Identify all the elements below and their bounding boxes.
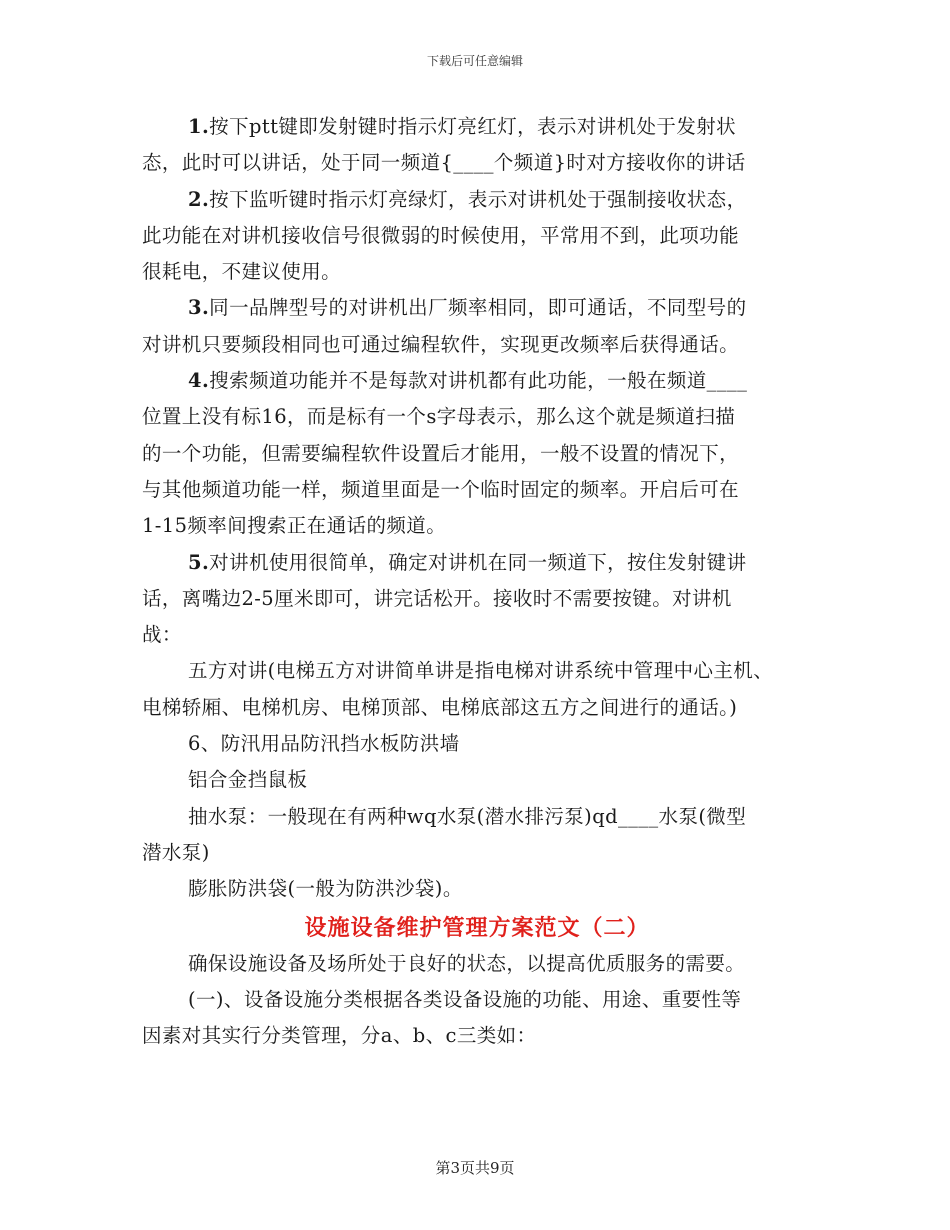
item-3-line-1: 3.同一品牌型号的对讲机出厂频率相同，即可通话，不同型号的 [188,296,747,320]
item-4-line-2: 位置上没有标16，而是标有一个s字母表示，那么这个就是频道扫描 [142,405,736,429]
section-paragraph-2-line-2: 因素对其实行分类管理，分a、b、c三类如： [142,1024,537,1048]
item-1-line-2: 态，此时可以讲话，处于同一频道{____个频道}时对方接收你的讲话 [142,151,746,175]
item-2-number: 2. [188,187,210,211]
section-title: 设施设备维护管理方案范文（二） [304,914,650,941]
section-paragraph-1: 确保设施设备及场所处于良好的状态，以提高优质服务的需要。 [188,951,746,975]
item-2-line-2: 此功能在对讲机接收信号很微弱的时候使用，平常用不到，此项功能 [142,223,740,247]
section-paragraph-2-line-1: (一)、设备设施分类根据各类设备设施的功能、用途、重要性等 [188,988,742,1012]
item-1-line-1: 1.按下ptt键即发射键时指示灯亮红灯，表示对讲机处于发射状 [188,115,737,138]
five-party-line-2: 电梯轿厢、电梯机房、电梯顶部、电梯底部这五方之间进行的通话。) [142,695,738,719]
item-5-line-2: 话，离嘴边2-5厘米即可，讲完话松开。接收时不需要按键。对讲机 [142,586,732,610]
flood-bag-line: 膨胀防洪袋(一般为防洪沙袋)。 [188,877,463,901]
five-party-line-1: 五方对讲(电梯五方对讲简单讲是指电梯对讲系统中管理中心主机、 [188,659,774,683]
item-4-line-5: 1-15频率间搜索正在通话的频道。 [142,514,447,538]
item-5-line-1: 5.对讲机使用很简单，确定对讲机在同一频道下，按住发射键讲 [188,550,747,574]
item-4-line-4: 与其他频道功能一样，频道里面是一个临时固定的频率。开启后可在 [142,477,740,501]
item-4-number: 4. [188,369,210,393]
page-header: 下载后可任意编辑 [426,54,523,68]
item-2-line-3: 很耗电，不建议使用。 [142,260,342,284]
item-4-line-3: 的一个功能，但需要编程软件设置后才能用，一般不设置的情况下， [142,441,740,465]
item-5-line-3: 战： [142,623,182,647]
pump-line-2: 潜水泵) [142,840,210,864]
item-3-number: 3. [188,296,210,320]
item-1-number: 1. [188,115,210,138]
item-4-line-1: 4.搜索频道功能并不是每款对讲机都有此功能，一般在频道____ [188,369,748,393]
item-5-number: 5. [188,550,210,574]
item-3-line-2: 对讲机只要频段相同也可通过编程软件，实现更改频率后获得通话。 [142,332,740,356]
page-footer: 第3页共9页 [435,1159,515,1177]
pump-line-1: 抽水泵：一般现在有两种wq水泵(潜水排污泵)qd____水泵(微型 [188,804,747,828]
item-2-line-1: 2.按下监听键时指示灯亮绿灯，表示对讲机处于强制接收状态， [188,187,747,211]
item-6-line-1: 铝合金挡鼠板 [188,768,308,792]
document-body [142,109,802,1055]
item-6-heading: 6、防汛用品防汛挡水板防洪墙 [188,732,460,756]
